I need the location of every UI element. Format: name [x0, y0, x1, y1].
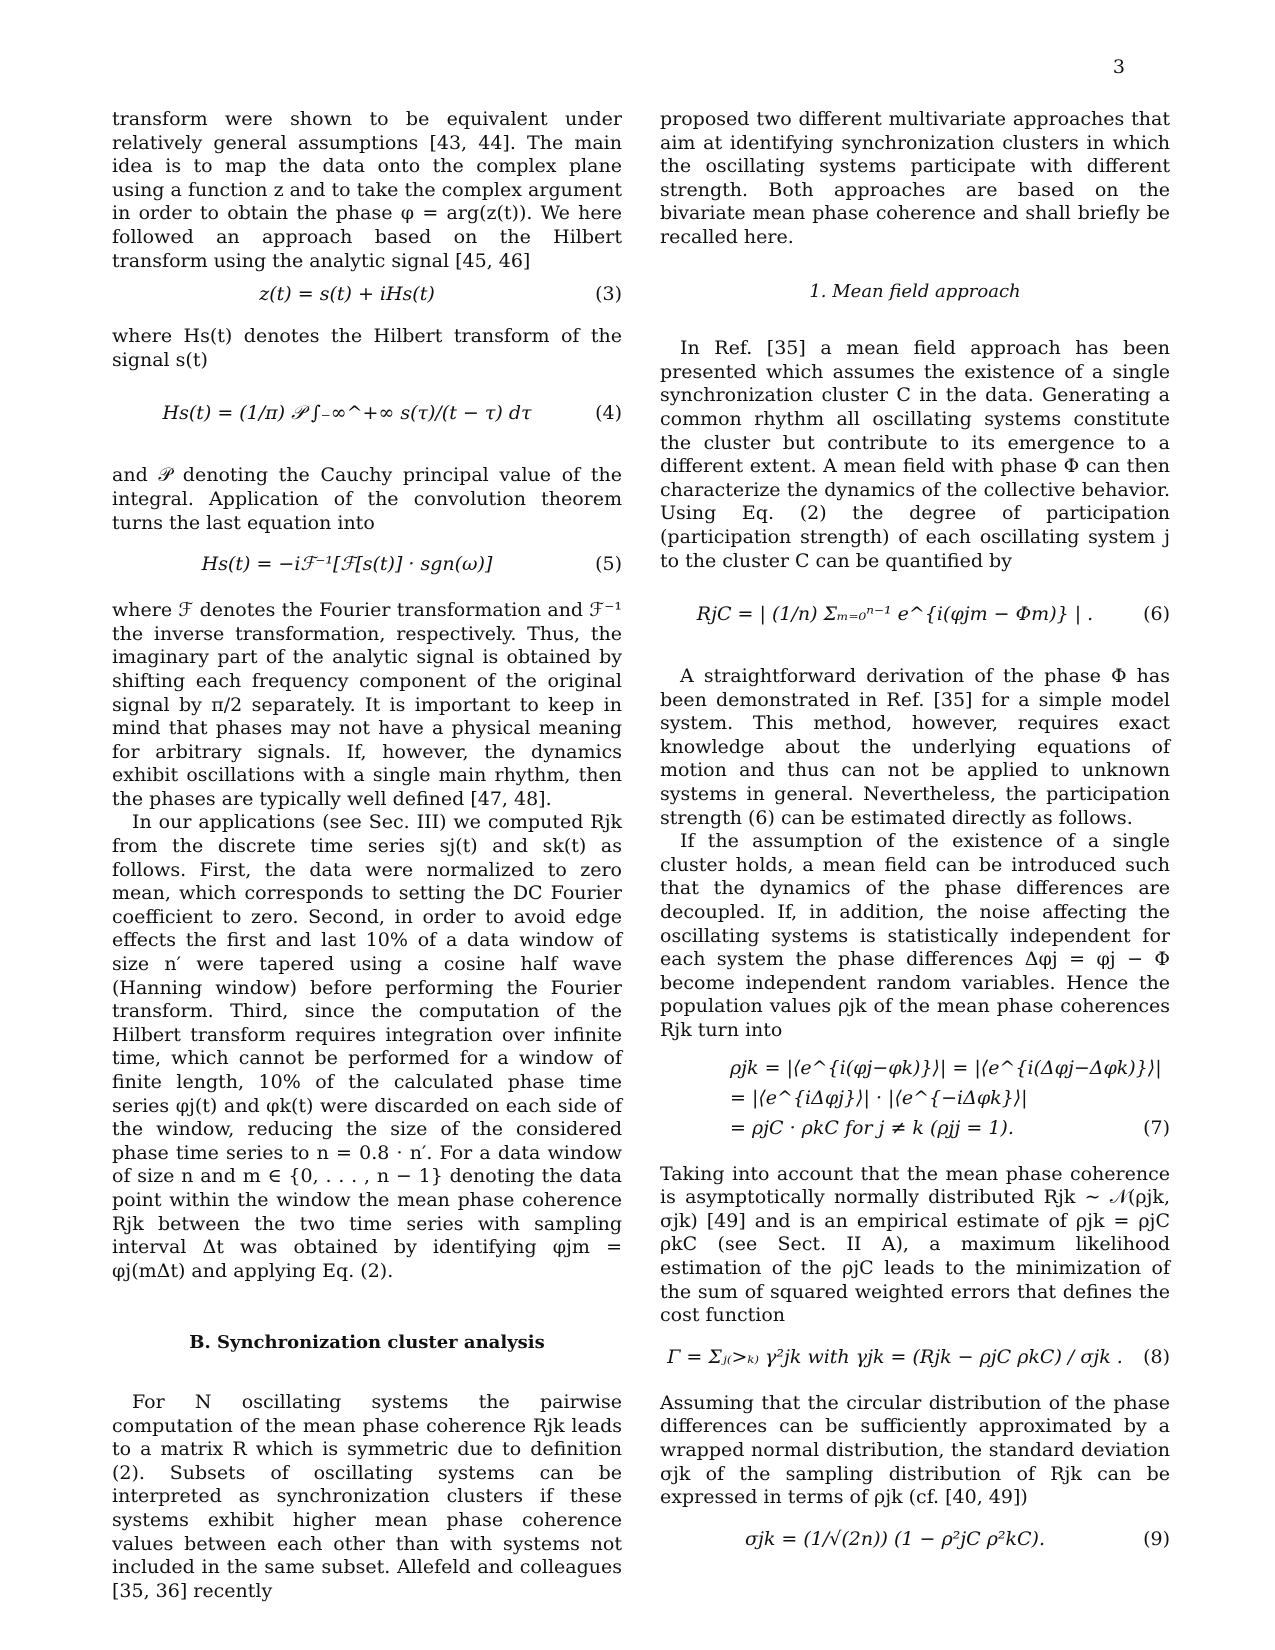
equation-3 [112, 283, 622, 315]
equation-body: Hs(t) = −iℱ⁻¹[ℱ[s(t)] · sgn(ω)] [201, 553, 493, 576]
equation-number: (8) [1143, 1345, 1170, 1368]
paragraph: In our applications (see Sec. III) we computed Rjk from the discrete time series sj(t) and sk(t) as follows. First, the data were normalized to zero mean, which corresponds to setting the DC Fourier coefficient to zero. Second, in order to avoid edge effects the first and last 10% of a data window of size n′ were tapered using a cosine half wave (Hanning window) before performing the Fourier transform. Third, since the computation of the Hilbert transform requires integration over infinite time, which cannot be performed for a window of finite length, 10% of the calculated phase time series φj(t) and φk(t) were discarded on each side of the window, reducing the size of the considered phase time series to n = 0.8 · n′. For a data window of size n and m ∈ {0, . . . , n − 1} denoting the data point within the window the mean phase coherence Rjk between the two time series with sampling interval Δt was obtained by identifying φjm = φj(mΔt) and applying Eq. (2). [112, 811, 623, 1282]
paragraph: Assuming that the circular distribution of the phase differences can be sufficiently approximated by a wrapped normal distribution, the standard deviation σjk of the sampling distribution of Rjk can be expressed in terms of ρjk (cf. [40, 49]) [660, 1391, 1170, 1509]
equation-body: Hs(t) = (1/π) 𝒫 ∫₋∞^+∞ s(τ)/(t − τ) dτ [162, 402, 532, 425]
right-column [660, 108, 1170, 1574]
equation-9 [660, 1520, 1170, 1564]
paragraph: proposed two different multivariate approaches that aim at identifying synchronization clusters in which the oscillating systems participate with different strength. Both approaches are based on the bivariate mean phase coherence and shall briefly be recalled here. [660, 108, 1170, 248]
equation-line: = |⟨e^{iΔφj}⟩| · |⟨e^{−iΔφk}⟩| [730, 1086, 1028, 1109]
section-heading: B. Synchronization cluster analysis [189, 1332, 545, 1354]
equation-body: σjk = (1/√(2n)) (1 − ρ²jC ρ²kC). [744, 1527, 1046, 1550]
paragraph: where ℱ denotes the Fourier transformation and ℱ⁻¹ the inverse transformation, respectively. Thus, the imaginary part of the analytic signal is obtained by shifting each frequency component of the original signal by π/2 separately. It is important to keep in mind that phases may not have a physical meaning for arbitrary signals. If, however, the dynamics exhibit oscillations with a single main rhythm, then the phases are typically well defined [47, 48]. [112, 599, 622, 810]
equation-number: (3) [595, 283, 622, 306]
paragraph: If the assumption of the existence of a single cluster holds, a mean field can be introduced such that the dynamics of the phase differences are decoupled. If, in addition, the noise affecting the oscillating systems is statistically independent for each system the phase differences Δφj = φj − Φ become independent random variables. Hence the population values ρjk of the mean phase coherences Rjk turn into [660, 830, 1170, 1041]
paragraph: Taking into account that the mean phase coherence is asymptotically normally distributed Rjk ∼ 𝒩(ρjk, σjk) [49] and is an empirical estimate of ρjk = ρjC ρkC (see Sect. II A), a maximum likelihood estimation of the ρjC leads to the minimization of the sum of squared weighted errors that defines the cost function [660, 1162, 1170, 1327]
paragraph: transform were shown to be equivalent under relatively general assumptions [43, 44]. The main idea is to map the data onto the complex plane using a function z and to take the complex argument in order to obtain the phase φ = arg(z(t)). We here followed an approach based on the Hilbert transform using the analytic signal [45, 46] [112, 108, 622, 272]
equation-body: z(t) = s(t) + iHs(t) [259, 283, 435, 306]
left-column [112, 108, 622, 1603]
equation-number: (6) [1143, 603, 1170, 626]
equation-number: (4) [595, 402, 622, 425]
equation-body: RjC = | (1/n) Σₘ₌₀ⁿ⁻¹ e^{i(φjm − Φm)} | . [696, 603, 1094, 626]
subsection-heading: 1. Mean field approach [809, 280, 1021, 302]
page-number: 3 [1112, 56, 1125, 78]
equation-8 [660, 1338, 1170, 1382]
equation-line: ρjk = |⟨e^{i(φj−φk)}⟩| = |⟨e^{i(Δφj−Δφk)}⟩| [730, 1056, 1162, 1079]
equation-4 [112, 382, 622, 454]
paragraph: and 𝒫 denoting the Cauchy principal value of the integral. Application of the convolution theorem turns the last equation into [112, 464, 622, 534]
paragraph: A straightforward derivation of the phase Φ has been demonstrated in Ref. [35] for a simple model system. This method, however, requires exact knowledge about the underlying equations of motion and thus can not be applied to unknown systems in general. Nevertheless, the participation strength (6) can be estimated directly as follows. [660, 665, 1170, 829]
equation-6 [660, 583, 1170, 655]
paragraph: In Ref. [35] a mean field approach has been presented which assumes the existence of a single synchronization cluster C in the data. Generating a common rhythm all oscillating systems constitute the cluster but contribute to its emergence to a different extent. A mean field with phase Φ can then characterize the dynamics of the collective behavior. Using Eq. (2) the degree of participation (participation strength) of each oscillating system j to the cluster C can be quantified by [660, 337, 1170, 572]
equation-7 [660, 1053, 1170, 1153]
paragraph: For N oscillating systems the pairwise computation of the mean phase coherence Rjk leads to a matrix R which is symmetric due to definition (2). Subsets of oscillating systems can be interpreted as synchronization clusters if these systems exhibit higher mean phase coherence values between each other than with systems not included in the same subset. Allefeld and colleagues [35, 36] recently [112, 1390, 622, 1602]
equation-number: (9) [1143, 1527, 1170, 1550]
equation-number: (7) [1143, 1116, 1170, 1139]
equation-line: = ρjC · ρkC for j ≠ k (ρjj = 1). [730, 1116, 1014, 1139]
equation-number: (5) [595, 553, 622, 576]
paragraph: where Hs(t) denotes the Hilbert transform of the signal s(t) [112, 325, 622, 371]
equation-body: Γ = Σⱼ₍>ₖ₎ γ²jk with γjk = (Rjk − ρjC ρkC) / σjk . [667, 1345, 1123, 1368]
equation-5 [112, 545, 622, 589]
